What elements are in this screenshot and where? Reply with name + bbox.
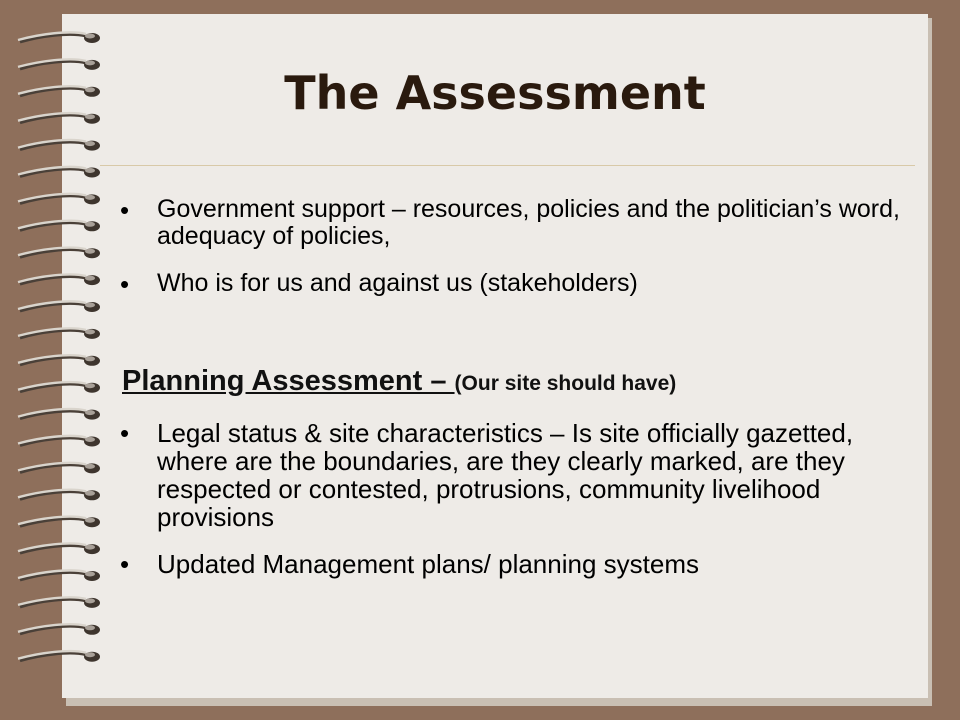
bullet-list-top — [120, 196, 910, 297]
bullet-text: Who is for us and against us (stakeholders) — [157, 269, 638, 297]
spiral-ring — [18, 409, 100, 420]
list-item — [120, 270, 910, 297]
spiral-ring — [18, 221, 100, 232]
bullet-list-bottom — [120, 419, 910, 578]
spiral-ring — [18, 248, 100, 259]
spiral-ring — [18, 517, 100, 528]
list-item — [120, 550, 910, 578]
spiral-ring — [18, 194, 100, 205]
spiral-ring — [18, 274, 100, 285]
spiral-ring — [18, 463, 100, 474]
list-item — [120, 196, 910, 250]
bullet-text: Government support – resources, policies and the politician’s word, adequacy of policies, — [157, 195, 900, 250]
bullet-text: Updated Management plans/ planning systems — [157, 549, 699, 579]
bullet-text: Legal status & site characteristics – Is site officially gazetted, where are the boundaries, are they clearly marked, are they respected or contested, protrusions, community livelihood provisions — [157, 418, 854, 532]
spiral-ring — [18, 570, 100, 581]
spiral-ring — [18, 543, 100, 554]
bullet-icon: • — [120, 195, 130, 225]
spiral-ring — [18, 32, 100, 43]
spiral-ring — [18, 355, 100, 366]
spiral-ring — [18, 436, 100, 447]
spiral-ring — [18, 597, 100, 608]
section-heading-main: Planning Assessment – — [122, 365, 455, 397]
spiral-ring — [18, 140, 100, 151]
list-item — [120, 419, 910, 531]
bullet-icon: • — [120, 269, 130, 299]
spiral-ring — [18, 382, 100, 393]
section-heading — [122, 365, 922, 398]
bullet-icon: • — [120, 549, 130, 579]
spiral-ring — [18, 167, 100, 178]
spiral-ring — [18, 301, 100, 312]
spiral-ring — [18, 490, 100, 501]
section-heading-sub: (Our site should have) — [454, 372, 677, 395]
spiral-ring — [18, 328, 100, 339]
title-divider — [100, 165, 915, 166]
bullet-icon: • — [120, 418, 130, 448]
spiral-ring — [18, 624, 100, 635]
spiral-ring — [18, 651, 100, 662]
page-title: The Assessment — [284, 66, 706, 120]
